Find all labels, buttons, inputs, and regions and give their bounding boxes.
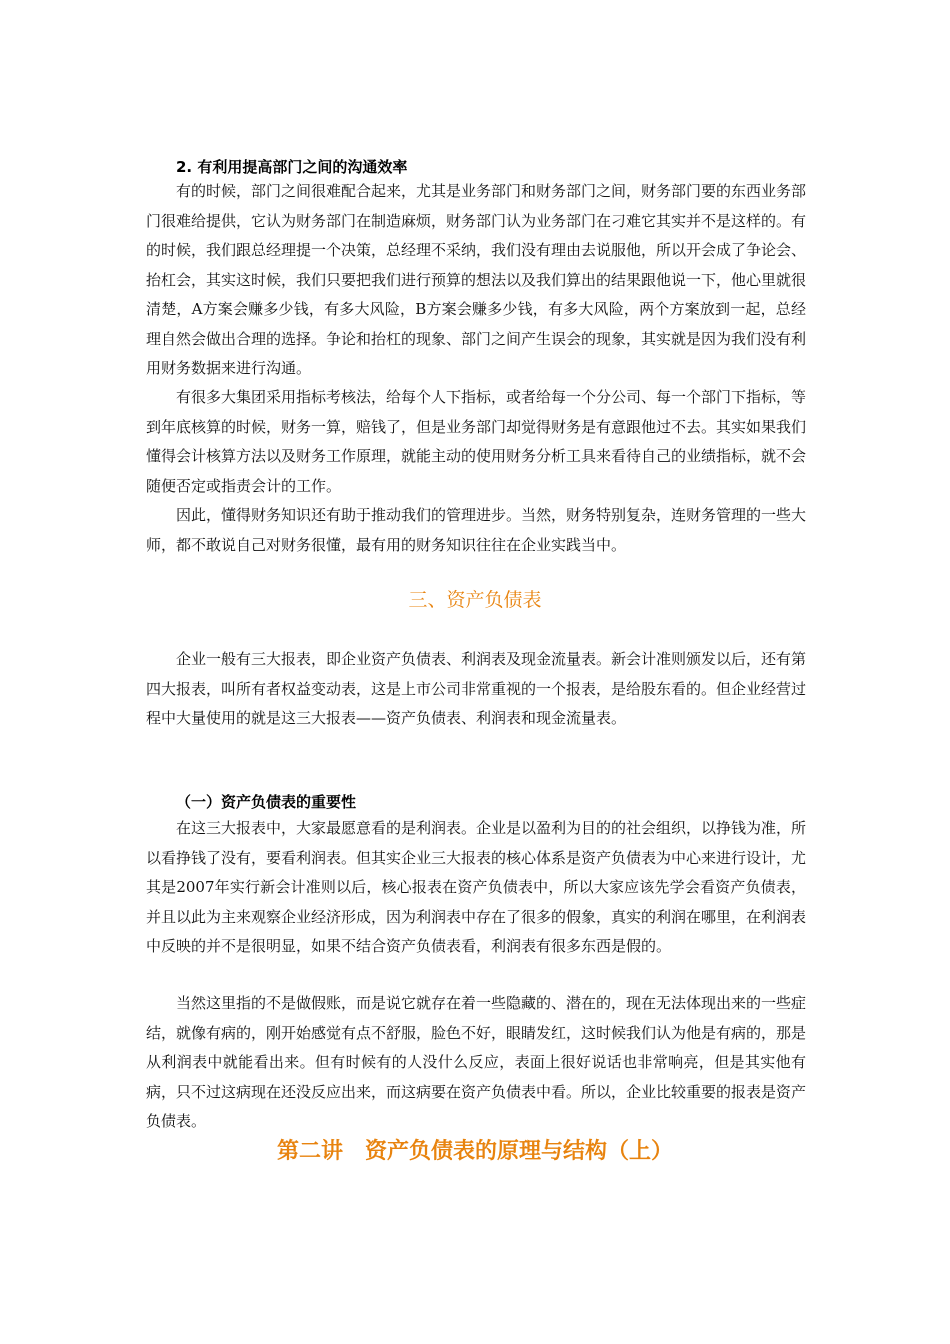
section-title-balance-sheet: 三、资产负债表 bbox=[408, 589, 542, 611]
subheading-importance: （一）资产负债表的重要性 bbox=[176, 793, 357, 811]
subheading-communication-efficiency: 2. 有利用提高部门之间的沟通效率 bbox=[176, 158, 408, 176]
paragraph: 因此，懂得财务知识还有助于推动我们的管理进步。当然，财务特别复杂，连财务管理的一些大师，都不敢说自己对财务很懂，最有用的财务知识往往在企业实践当中。 bbox=[146, 506, 807, 554]
paragraph: 当然这里指的不是做假账，而是说它就存在着一些隐藏的、潜在的，现在无法体现出来的一些症结，就像有病的，刚开始感觉有点不舒服，脸色不好，眼睛发红，这时候我们认为他是有病的，那是从利润表中就能看出来。但有时候有的人没什么反应，表面上很好说话也非常响亮，但是其实他有病，只不过这病现在还没反应出来，而这病要在资产负债表中看。所以，企业比较重要的报表是资产负债表。 bbox=[146, 994, 807, 1130]
paragraph: 有的时候，部门之间很难配合起来，尤其是业务部门和财务部门之间，财务部门要的东西业务部门很难给提供，它认为财务部门在制造麻烦，财务部门认为业务部门在刁难它其实并不是这样的。有的时候，我们跟总经理提一个决策，总经理不采纳，我们没有理由去说服他，所以开会成了争论会、抬杠会，其实这时候，我们只要把我们进行预算的想法以及我们算出的结果跟他说一下，他心里就很清楚，A方案会赚多少钱，有多大风险，B方案会赚多少钱，有多大风险，两个方案放到一起，总经理自然会做出合理的选择。争论和抬杠的现象、部门之间产生误会的现象，其实就是因为我们没有利用财务数据来进行沟通。 bbox=[146, 182, 807, 377]
paragraph: 在这三大报表中，大家最愿意看的是利润表。企业是以盈利为目的的社会组织，以挣钱为准，所以看挣钱了没有，要看利润表。但其实企业三大报表的核心体系是资产负债表为中心来进行设计，尤其是2007年实行新会计准则以后，核心报表在资产负债表中，所以大家应该先学会看资产负债表，并且以此为主来观察企业经济形成，因为利润表中存在了很多的假象，真实的利润在哪里，在利润表中反映的并不是很明显，如果不结合资产负债表看，利润表有很多东西是假的。 bbox=[146, 819, 807, 955]
paragraph: 有很多大集团采用指标考核法，给每个人下指标，或者给每一个分公司、每一个部门下指标，等到年底核算的时候，财务一算，赔钱了，但是业务部门却觉得财务是有意跟他过不去。其实如果我们懂得会计核算方法以及财务工作原理，就能主动的使用财务分析工具来看待自己的业绩指标，就不会随便否定或指责会计的工作。 bbox=[146, 388, 807, 495]
paragraph-intro: 企业一般有三大报表，即企业资产负债表、利润表及现金流量表。新会计准则颁发以后，还有第四大报表，叫所有者权益变动表，这是上市公司非常重视的一个报表，是给股东看的。但企业经营过程中大量使用的就是这三大报表——资产负债表、利润表和现金流量表。 bbox=[146, 650, 807, 727]
lecture-title: 第二讲 资产负债表的原理与结构（上） bbox=[276, 1139, 673, 1164]
